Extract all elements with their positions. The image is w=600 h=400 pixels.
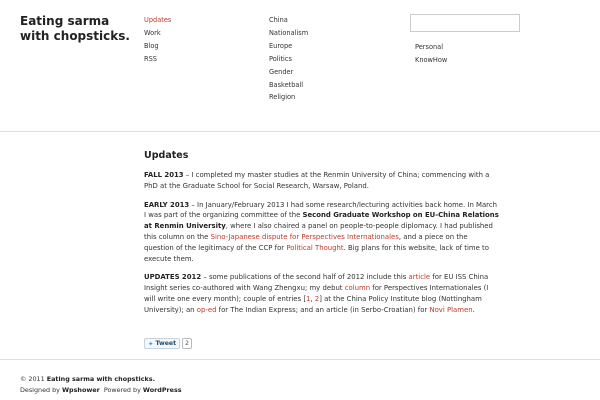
update-text: , (310, 294, 315, 303)
copyright-text: © 2011 (20, 375, 47, 383)
link-political-thought[interactable]: Political Thought (286, 243, 344, 252)
update-text: ] at the China Policy Institute blog (Nottingham University); an (144, 294, 482, 314)
update-text: for EU ISS China Insight series co-authored with Wang Zhengxu; my debut (144, 273, 489, 293)
designer-link[interactable]: Wpshower (61, 385, 100, 394)
nav-item-personal[interactable]: Personal (415, 43, 444, 51)
link-column[interactable]: column (344, 284, 371, 293)
credits-text: Designed by (20, 385, 62, 394)
search-input[interactable] (410, 14, 520, 32)
update-text: , and a piece on the question of the legitimacy of the CCP for (144, 232, 468, 252)
link-article[interactable]: article (408, 273, 431, 282)
update-fall-2013 (144, 170, 499, 192)
nav-item-updates[interactable]: Updates (144, 16, 172, 24)
update-text: for The Indian Express; and an article (in Serbo-Croatian) for (216, 305, 430, 314)
footer-copyright (20, 374, 182, 385)
link-sino-japanese-dispute[interactable]: Sino-Japanese dispute for Perspectives Internationales (210, 232, 399, 241)
nav-item-rss[interactable]: RSS (144, 54, 157, 63)
update-text: for Perspectives Internationales (I will write one every month); couple of entries [ (144, 284, 489, 303)
nav-item-gender[interactable]: Gender (269, 67, 294, 76)
update-text: – I completed my master studies at the Renmin University of China; commencing with a PhD at the Graduate School for Social Research, Warsaw, Poland. (144, 171, 490, 190)
nav-item-religion[interactable]: Religion (269, 93, 296, 102)
link-op-ed[interactable]: op-ed (196, 305, 217, 314)
nav-item-basketball[interactable]: Basketball (269, 80, 304, 89)
nav-item-blog[interactable]: Blog (144, 41, 159, 50)
nav-item-europe[interactable]: Europe (269, 41, 293, 50)
update-label: UPDATES 2012 (144, 273, 202, 282)
site-title[interactable]: Eating sarma with chopsticks. (20, 14, 130, 43)
wordpress-link[interactable]: WordPress (142, 385, 182, 394)
nav-item-nationalism[interactable]: Nationalism (269, 28, 309, 37)
tweet-share (144, 338, 192, 349)
nav-item-knowhow[interactable]: KnowHow (415, 55, 448, 64)
link-novi-plamen[interactable]: Novi Plamen (429, 305, 473, 314)
update-label: EARLY 2013 (144, 200, 190, 209)
workshop-name: Second Graduate Workshop on EU-China Relations at Renmin University (144, 211, 499, 231)
nav-item-politics[interactable]: Politics (269, 54, 292, 63)
tweet-button[interactable] (144, 338, 180, 349)
footer-credits (20, 385, 182, 396)
nav-column-misc (415, 41, 447, 67)
update-early-2013 (144, 200, 499, 265)
update-text: . (472, 305, 475, 314)
footer-site-link[interactable]: Eating sarma with chopsticks. (46, 375, 156, 383)
footer-divider (0, 359, 600, 360)
footer (20, 374, 182, 395)
update-text: . Big plans for this website, lack of time to execute them. (144, 243, 489, 263)
main-content (144, 149, 499, 324)
twitter-bird-icon: ✦ (148, 339, 154, 348)
nav-column-primary (144, 14, 171, 66)
page-title: Updates (144, 150, 189, 161)
link-entry-1[interactable]: 1 (306, 294, 311, 303)
update-label: FALL 2013 (144, 171, 184, 179)
update-text: , where I also chaired a panel on people-to-people diplomacy. I had published this column on the (144, 222, 493, 241)
nav-item-work[interactable]: Work (144, 28, 161, 37)
update-2012 (144, 272, 499, 315)
tweet-label: Tweet (155, 340, 177, 347)
update-text: – In January/February 2013 I had some research/lecturing activities back home. In March I was part of the organizing committee of the (144, 200, 498, 220)
nav-item-china[interactable]: China (269, 16, 288, 24)
header-divider (0, 131, 600, 132)
nav-column-topics (269, 14, 308, 104)
tweet-count[interactable]: 2 (182, 338, 192, 349)
link-entry-2[interactable]: 2 (314, 294, 320, 303)
update-text: – some publications of the second half of 2012 include this (201, 273, 409, 282)
credits-text: Powered by (103, 385, 143, 394)
